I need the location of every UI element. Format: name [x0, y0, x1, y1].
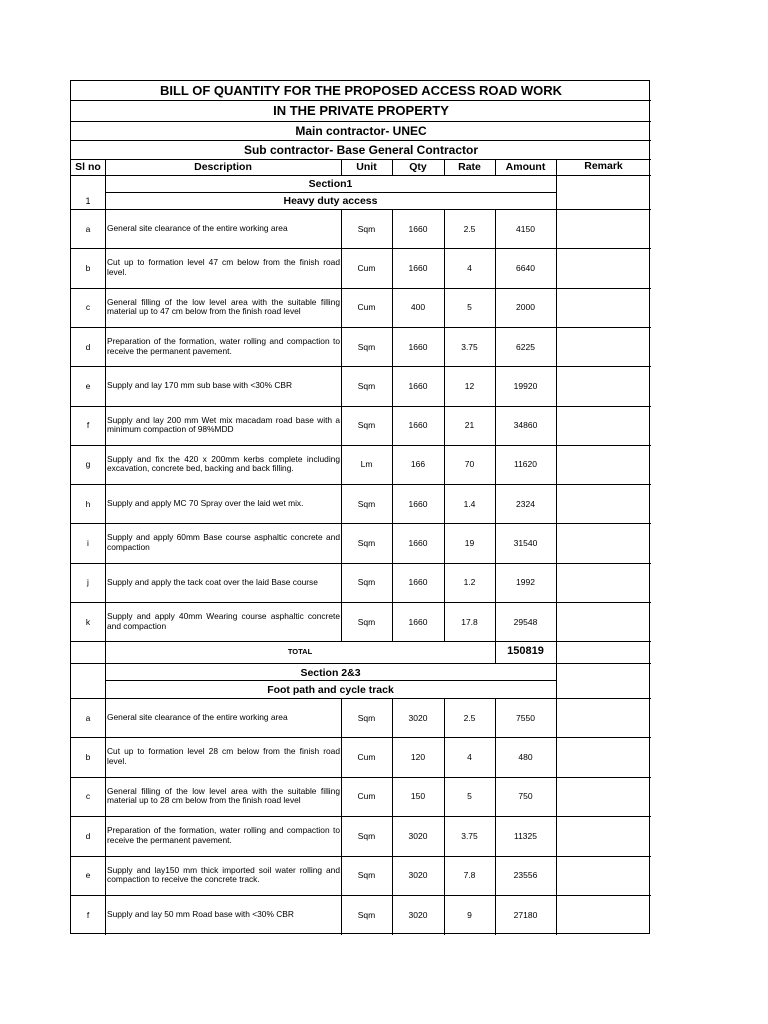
- total-value: 150819: [507, 645, 544, 657]
- item-description: [105, 777, 341, 816]
- item-sl-no: j: [87, 577, 89, 588]
- item-qty: 3020: [408, 830, 428, 841]
- item-sl-no: g: [85, 459, 91, 470]
- item-qty: 1660: [408, 223, 428, 234]
- item-amount: 34860: [513, 420, 538, 431]
- item-description: [105, 698, 341, 737]
- item-qty: 1660: [408, 498, 428, 509]
- item-description: [105, 895, 341, 934]
- item-amount: 11325: [513, 830, 537, 841]
- item-sl-no: d: [85, 830, 91, 841]
- item-unit: Cum: [357, 752, 376, 763]
- item-amount: 7550: [516, 712, 535, 723]
- item-description-text: General filling of the low level area with the suitable filling material up to 47 cm below from the finish road level: [107, 296, 340, 317]
- item-description: [105, 523, 341, 562]
- total-label: TOTAL: [287, 646, 313, 656]
- item-qty: 1660: [408, 616, 428, 627]
- item-amount: 750: [518, 791, 533, 802]
- item-description: [105, 445, 341, 484]
- item-rate: 21: [464, 420, 475, 431]
- item-unit: Sqm: [357, 616, 376, 627]
- item-amount: 6225: [516, 341, 535, 352]
- item-description: [105, 327, 341, 366]
- main-contractor: Main contractor- UNEC: [295, 123, 427, 138]
- item-description: [105, 366, 341, 405]
- item-unit: Sqm: [357, 223, 376, 234]
- item-rate: 12: [464, 380, 475, 391]
- item-sl-no: e: [85, 380, 91, 391]
- header-sl-no: Sl no: [75, 161, 101, 173]
- item-description: [105, 737, 341, 776]
- header-description: Description: [194, 161, 252, 173]
- item-sl-no: c: [85, 302, 91, 313]
- item-description: [105, 248, 341, 287]
- item-unit: Sqm: [357, 420, 376, 431]
- item-description: [105, 406, 341, 445]
- item-description: [105, 816, 341, 855]
- item-qty: 150: [410, 791, 426, 802]
- item-amount: 23556: [513, 870, 538, 881]
- item-description-text: Supply and fix the 420 x 200mm kerbs complete including excavation, concrete bed, backing and back filling.: [107, 453, 340, 474]
- item-amount: 1992: [516, 577, 535, 588]
- section1-name: Heavy duty access: [283, 194, 378, 207]
- item-amount: 27180: [513, 909, 538, 920]
- item-description: [105, 209, 341, 248]
- item-rate: 1.4: [463, 498, 476, 509]
- item-rate: 4: [467, 752, 472, 763]
- item-sl-no: f: [86, 420, 90, 431]
- item-sl-no: h: [85, 498, 91, 509]
- header-remark: Remark: [584, 160, 623, 172]
- item-description-text: Supply and apply 60mm Base course asphaltic concrete and compaction: [107, 532, 340, 553]
- bill-of-quantity-table: [70, 80, 650, 934]
- item-description-text: General filling of the low level area with the suitable filling material up to 28 cm below from the finish road level: [107, 785, 340, 806]
- item-sl-no: d: [85, 341, 91, 352]
- item-qty: 3020: [408, 909, 428, 920]
- item-unit: Cum: [357, 302, 376, 313]
- item-description: [105, 484, 341, 523]
- item-amount: 4150: [516, 223, 535, 234]
- header-qty: Qty: [409, 161, 427, 173]
- item-qty: 3020: [408, 712, 428, 723]
- sub-contractor: Sub contractor- Base General Contractor: [243, 142, 479, 157]
- item-rate: 70: [464, 459, 475, 470]
- item-sl-no: k: [85, 616, 91, 627]
- item-rate: 5: [467, 302, 472, 313]
- item-qty: 1660: [408, 420, 428, 431]
- item-sl-no: f: [86, 909, 90, 920]
- item-sl-no: c: [85, 791, 91, 802]
- item-qty: 1660: [408, 262, 428, 273]
- item-unit: Sqm: [357, 538, 376, 549]
- item-unit: Sqm: [357, 498, 376, 509]
- title-line-2: IN THE PRIVATE PROPERTY: [273, 102, 449, 118]
- item-unit: Sqm: [357, 830, 376, 841]
- item-unit: Sqm: [357, 870, 376, 881]
- item-description: [105, 288, 341, 327]
- item-sl-no: a: [85, 223, 91, 234]
- item-rate: 7.8: [463, 870, 476, 881]
- item-description: [105, 602, 341, 641]
- item-unit: Cum: [357, 791, 376, 802]
- item-rate: 2.5: [463, 712, 476, 723]
- item-description-text: Supply and lay 50 mm Road base with <30% CBR: [107, 908, 294, 919]
- item-description-text: General site clearance of the entire working area: [107, 222, 288, 233]
- item-description-text: General site clearance of the entire working area: [107, 711, 288, 722]
- section1-number: 1: [85, 195, 91, 206]
- item-amount: 11620: [513, 459, 537, 470]
- item-qty: 400: [410, 302, 426, 313]
- item-unit: Sqm: [357, 712, 376, 723]
- item-qty: 1660: [408, 380, 428, 391]
- item-rate: 9: [467, 909, 472, 920]
- item-qty: 1660: [408, 538, 428, 549]
- grid-line: [71, 663, 651, 664]
- item-rate: 2.5: [463, 223, 476, 234]
- item-amount: 31540: [513, 538, 538, 549]
- item-qty: 166: [410, 459, 426, 470]
- item-rate: 19: [464, 538, 475, 549]
- item-unit: Cum: [357, 262, 376, 273]
- item-amount: 480: [518, 752, 533, 763]
- item-rate: 1.2: [463, 577, 476, 588]
- item-sl-no: b: [85, 262, 91, 273]
- item-qty: 1660: [408, 577, 428, 588]
- item-qty: 1660: [408, 341, 428, 352]
- section2-label: Section 2&3: [300, 666, 361, 679]
- item-description-text: Supply and lay 200 mm Wet mix macadam road base with a minimum compaction of 98%MDD: [107, 414, 340, 435]
- item-unit: Sqm: [357, 341, 376, 352]
- item-rate: 5: [467, 791, 472, 802]
- header-amount: Amount: [505, 161, 546, 173]
- item-amount: 29548: [513, 616, 538, 627]
- section2-name: Foot path and cycle track: [267, 683, 394, 696]
- item-unit: Sqm: [357, 380, 376, 391]
- header-rate: Rate: [458, 161, 481, 173]
- item-description-text: Cut up to formation level 28 cm below from the finish road level.: [107, 746, 340, 767]
- item-unit: Sqm: [357, 909, 376, 920]
- item-description-text: Supply and apply 40mm Wearing course asphaltic concrete and compaction: [107, 611, 340, 631]
- item-amount: 2324: [516, 498, 535, 509]
- grid-line: [556, 159, 557, 935]
- item-description-text: Supply and apply MC 70 Spray over the laid wet mix.: [107, 497, 304, 508]
- item-sl-no: b: [85, 752, 91, 763]
- item-amount: 2000: [516, 302, 535, 313]
- item-description-text: Preparation of the formation, water rolling and compaction to receive the permanent pavement.: [107, 335, 340, 356]
- item-qty: 120: [410, 752, 426, 763]
- item-sl-no: e: [85, 870, 91, 881]
- item-description: [105, 563, 341, 602]
- header-unit: Unit: [356, 161, 377, 173]
- item-description-text: Supply and lay 170 mm sub base with <30% CBR: [107, 380, 293, 391]
- item-sl-no: a: [85, 712, 91, 723]
- item-rate: 17.8: [461, 616, 478, 627]
- item-description: [105, 856, 341, 895]
- item-description-text: Supply and apply the tack coat over the laid Base course: [107, 576, 318, 587]
- item-description-text: Cut up to formation level 47 cm below from the finish road level.: [107, 257, 340, 277]
- item-qty: 3020: [408, 870, 428, 881]
- item-sl-no: i: [87, 538, 89, 549]
- item-unit: Lm: [360, 459, 373, 470]
- item-description-text: Supply and lay150 mm thick imported soil water rolling and compaction to receive the concrete track.: [107, 864, 340, 885]
- item-amount: 19920: [513, 380, 538, 391]
- item-amount: 6640: [516, 262, 535, 273]
- item-rate: 4: [467, 262, 472, 273]
- item-rate: 3.75: [461, 341, 478, 352]
- item-description-text: Preparation of the formation, water rolling and compaction to receive the permanent pavement.: [107, 825, 340, 845]
- item-unit: Sqm: [357, 577, 376, 588]
- title-line-1: BILL OF QUANTITY FOR THE PROPOSED ACCESS ROAD WORK: [159, 83, 563, 98]
- item-rate: 3.75: [461, 830, 478, 841]
- section1-label: Section1: [308, 178, 353, 190]
